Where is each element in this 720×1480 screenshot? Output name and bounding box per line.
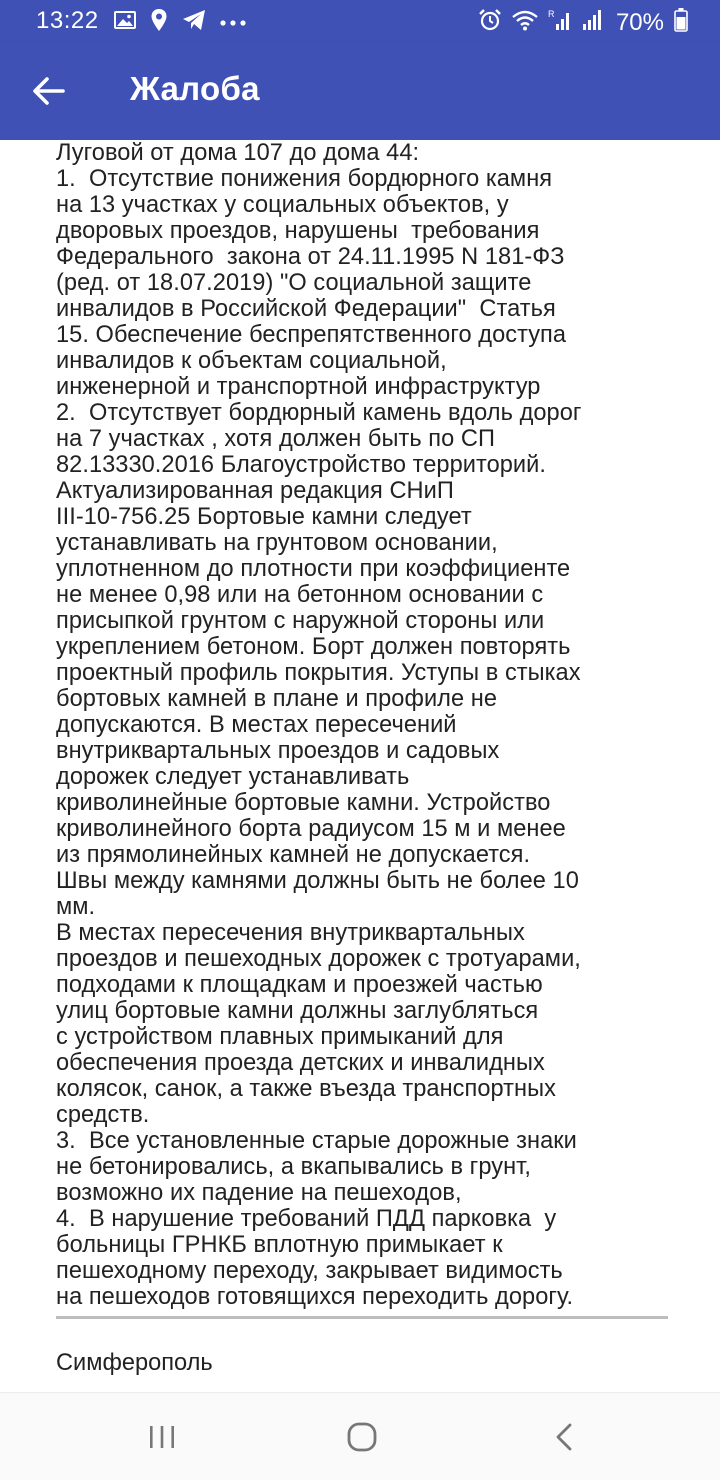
telegram-icon xyxy=(182,9,206,36)
signal-r-icon xyxy=(548,8,572,37)
signal-icon xyxy=(582,8,602,37)
complaint-text[interactable]: Луговой от дома 107 до дома 44: 1. Отсутствие понижения бордюрного камня на 13 участках у социальных объектов, у дворовых проездов, нарушены требования Федерального закона от 24.11.1995 N 181-ФЗ (ред. от 18.07.2019) "О социальной защите инвалидов в Российской Федерации" Статья 15. Обеспечение беспрепятственного доступа инвалидов к объектам социальной, инженерной и транспортной инфраструктур 2. Отсутствует бордюрный камень вдоль дорог на 7 участках , хотя должен быть по СП 82.13330.2016 Благоустройство территорий. Актуализированная редакция СНиП III-10-756.25 Бортовые камни следует устанавливать на грунтовом основании, уплотненном до плотности при коэффициенте не менее 0,98 или на бетонном основании с присыпкой грунтом с наружной стороны или укреплением бетоном. Борт должен повторять проектный профиль покрытия. Уступы в стыках бортовых камней в плане и профиле не допускаются. В местах пересечений внутриквартальных проездов и садовых дорожек следует устанавливать криволинейные бортовые камни. Устройство криволинейного борта радиусом 15 м и менее из прямолинейных камней не допускается. Швы между камнями должны быть не более 10 мм. В местах пересечения внутриквартальных проездов и пешеходных дорожек с тротуарами, подходами к площадкам и проезжей частью улиц бортовые камни должны заглубляться с устройством плавных примыканий для обеспечения проезда детских и инвалидных колясок, санок, а также въезда транспортных средств. 3. Все установленные старые дорожные знаки не бетонировались, а вкапывались в грунт, возможно их падение на пешеходов, 4. В нарушение требований ПДД парковка у больницы ГРНКБ вплотную примыкает к пешеходному переходу, закрывает видимость на пешеходов готовящихся переходить дорогу. xyxy=(56,140,582,1310)
city-field[interactable]: Симферополь xyxy=(56,1350,213,1376)
more-dots-icon xyxy=(220,14,246,32)
page-title: Жалоба xyxy=(130,70,260,107)
wifi-icon xyxy=(512,9,538,36)
home-button[interactable] xyxy=(332,1413,392,1461)
complaint-text-field[interactable] xyxy=(56,140,668,1319)
status-time: 13:22 xyxy=(36,7,99,34)
alarm-icon xyxy=(478,8,502,37)
status-bar xyxy=(0,0,720,42)
home-icon xyxy=(346,1421,378,1453)
app-bar xyxy=(0,42,720,140)
back-nav-button[interactable] xyxy=(534,1413,594,1461)
arrow-back-icon xyxy=(32,76,66,106)
recents-icon xyxy=(147,1424,177,1450)
image-icon xyxy=(114,9,136,36)
location-pin-icon xyxy=(150,8,168,37)
form-content xyxy=(0,140,720,1392)
status-left-icons xyxy=(114,8,246,37)
battery-percent: 70% xyxy=(615,8,664,36)
battery-icon xyxy=(674,8,688,37)
back-nav-icon xyxy=(553,1422,575,1452)
navigation-bar xyxy=(0,1392,720,1480)
back-button[interactable] xyxy=(24,66,74,116)
status-right-icons xyxy=(478,8,688,37)
svg-text:R: R xyxy=(547,9,555,19)
recents-button[interactable] xyxy=(132,1413,192,1461)
